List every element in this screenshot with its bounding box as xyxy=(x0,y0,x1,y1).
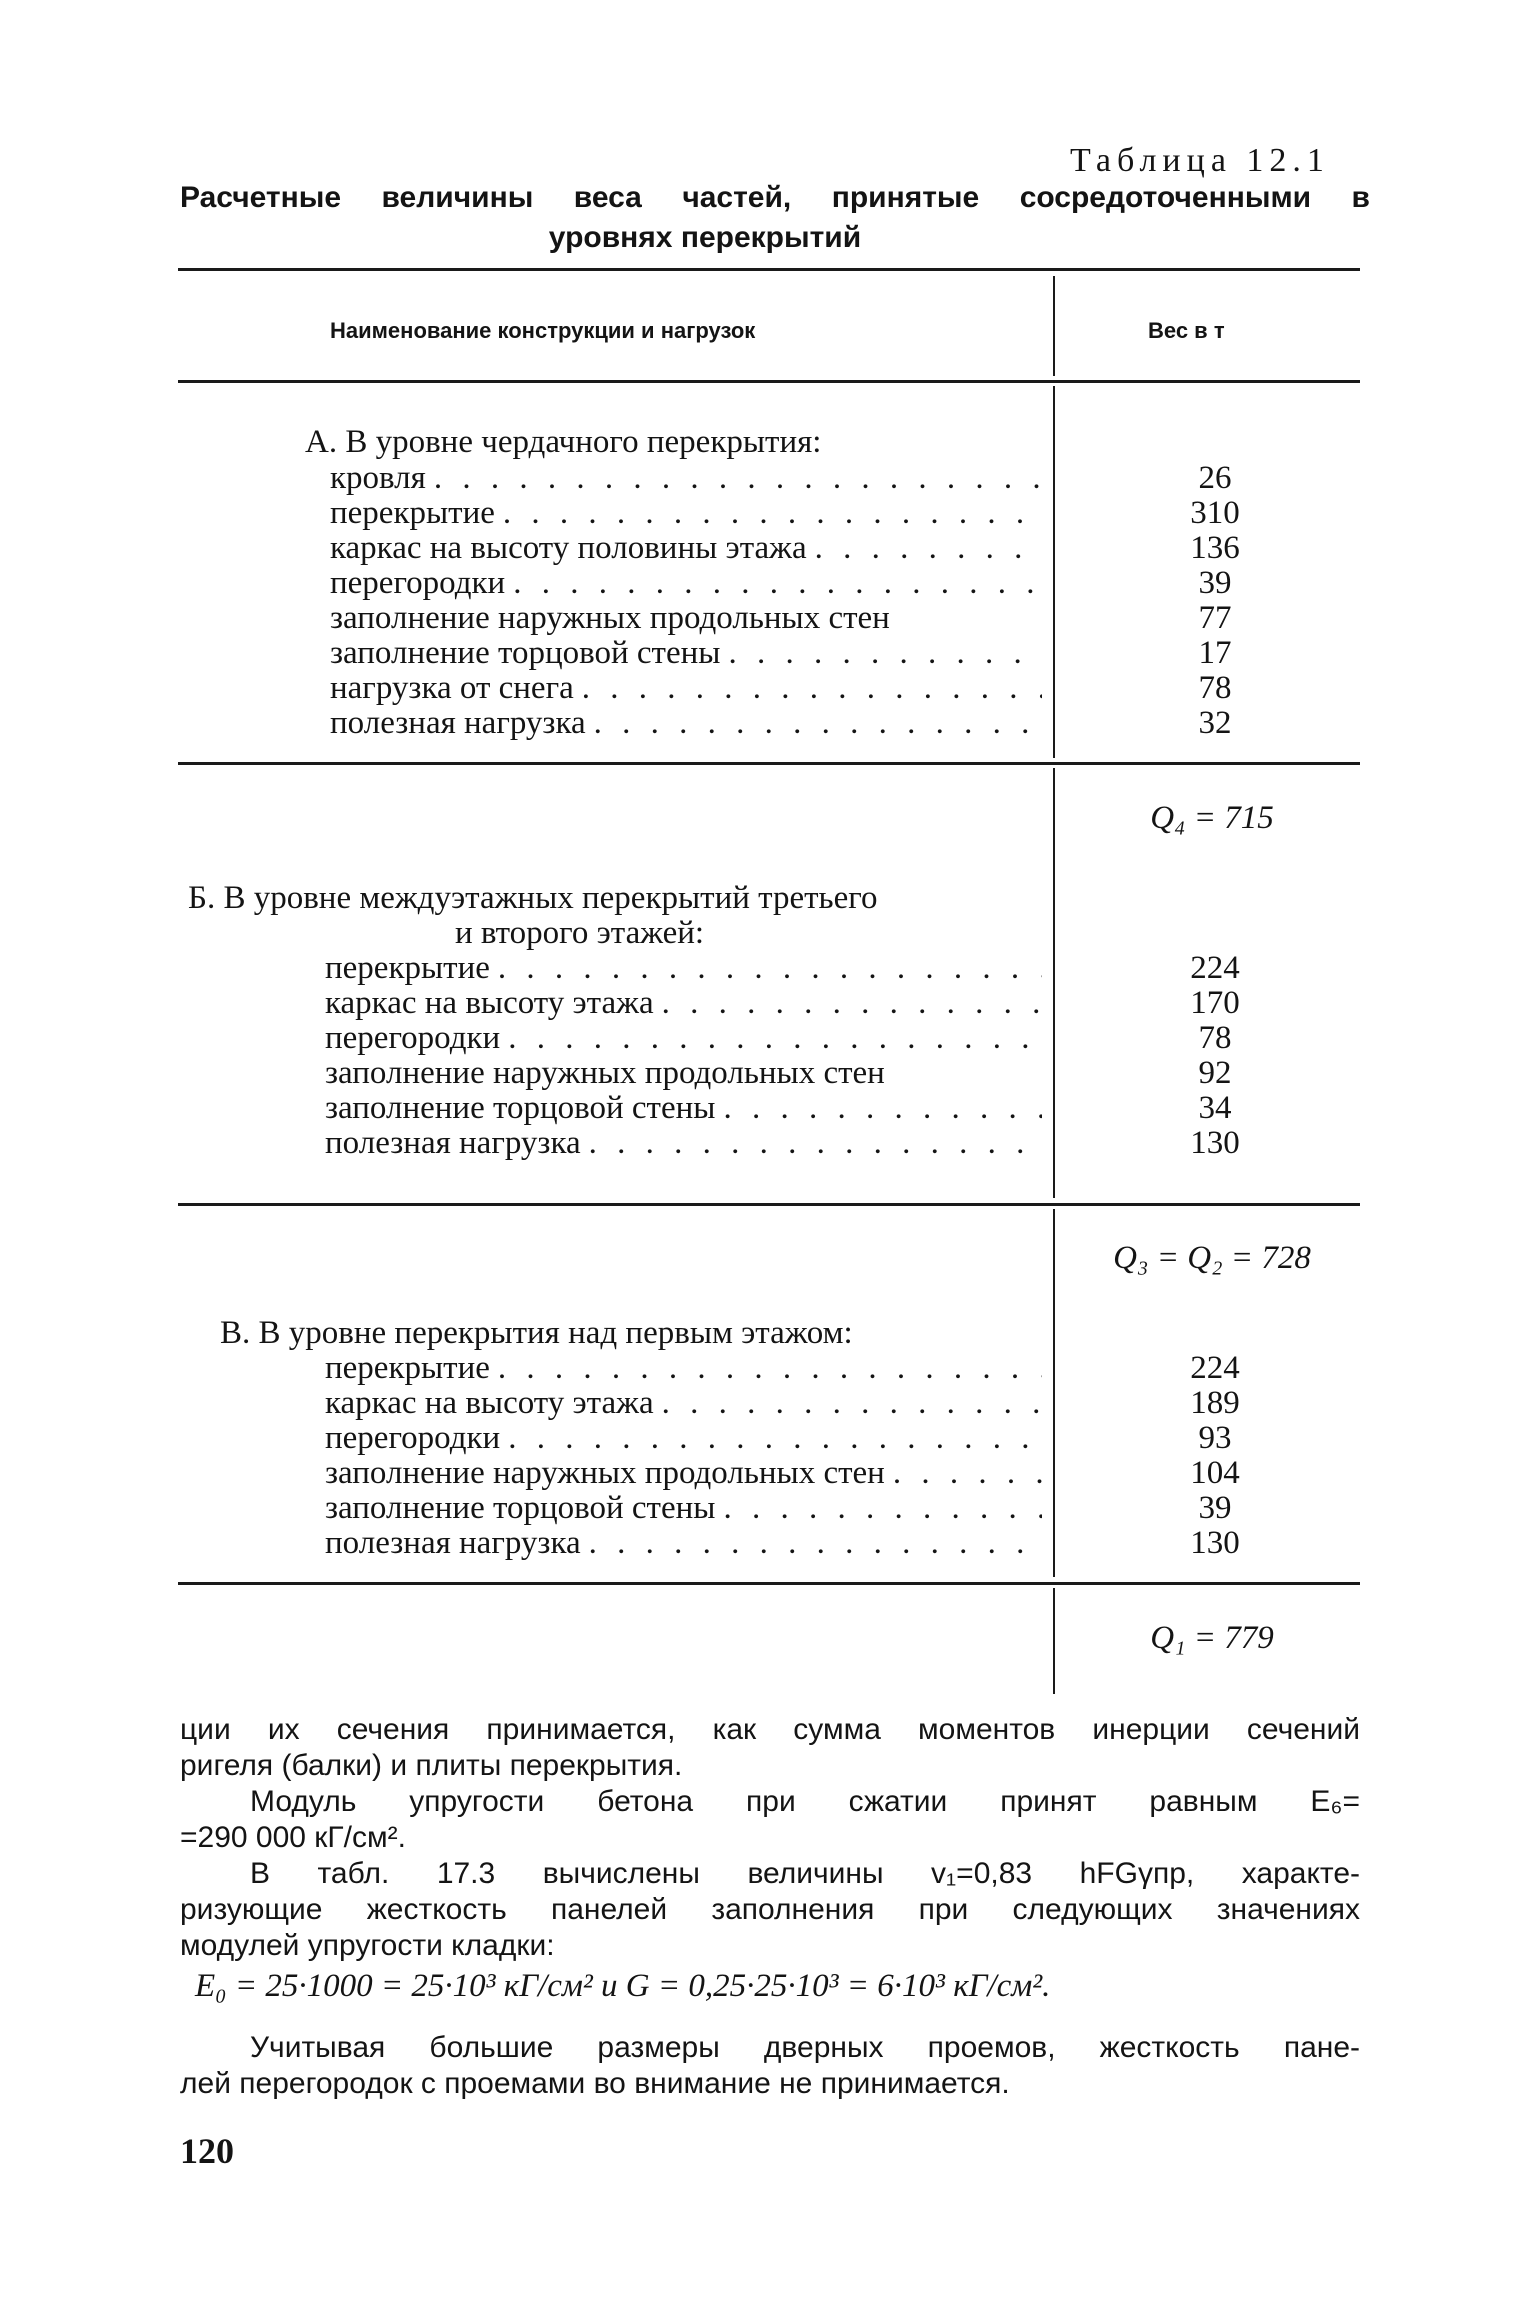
table-row xyxy=(325,1350,1042,1386)
row-value: 92 xyxy=(1198,1055,1232,1091)
row-value: 130 xyxy=(1190,1525,1240,1561)
row-label: заполнение торцовой стены xyxy=(325,1090,716,1126)
column-divider xyxy=(1053,768,1055,1198)
row-label: полезная нагрузка xyxy=(325,1125,581,1161)
table-row xyxy=(325,1055,1042,1091)
table-row xyxy=(330,600,1042,636)
table-row xyxy=(330,530,1042,566)
row-label: заполнение наружных продольных стен xyxy=(325,1455,885,1491)
row-value: 224 xyxy=(1190,1350,1240,1386)
row-value: 17 xyxy=(1198,635,1232,671)
row-label: заполнение наружных продольных стен xyxy=(325,1055,885,1091)
row-label: перекрытие xyxy=(325,1350,490,1386)
dot-leader xyxy=(594,705,1042,741)
table-row xyxy=(325,1020,1042,1056)
table-top-rule xyxy=(178,268,1360,271)
dot-leader xyxy=(589,1525,1042,1561)
text-line: ции их сечения принимается, как сумма моментов инерции сечений xyxy=(180,1713,1360,1746)
section-a-rule xyxy=(178,762,1360,765)
dot-leader xyxy=(434,460,1042,496)
table-row xyxy=(325,985,1042,1021)
row-value: 32 xyxy=(1198,705,1232,741)
section-a-total: Q₄ = 715 xyxy=(1150,800,1274,836)
dot-leader xyxy=(508,1420,1042,1456)
header-bottom-rule xyxy=(178,380,1360,383)
section-b-rule xyxy=(178,1203,1360,1206)
dot-leader xyxy=(723,1490,1042,1526)
row-value: 39 xyxy=(1198,565,1232,601)
table-row xyxy=(330,670,1042,706)
row-label: перекрытие xyxy=(330,495,495,531)
paragraph xyxy=(180,2030,1360,2102)
paragraph xyxy=(180,1784,1360,1856)
row-value: 104 xyxy=(1190,1455,1240,1491)
table-row xyxy=(330,705,1042,741)
dot-leader xyxy=(662,1385,1042,1421)
row-label: полезная нагрузка xyxy=(325,1525,581,1561)
table-row xyxy=(325,1455,1042,1491)
table-row xyxy=(330,565,1042,601)
row-label: кровля xyxy=(330,460,426,496)
title-word: принятые xyxy=(831,181,980,214)
paragraph xyxy=(180,1712,1360,1784)
text-line: =290 000 кГ/см². xyxy=(180,1821,406,1854)
table-row xyxy=(325,950,1042,986)
row-value: 39 xyxy=(1198,1490,1232,1526)
row-label: полезная нагрузка xyxy=(330,705,586,741)
text-line: лей перегородок с проемами во внимание не принимается. xyxy=(180,2067,1010,2100)
row-label: каркас на высоту этажа xyxy=(325,1385,654,1421)
table-row xyxy=(330,460,1042,496)
row-label: перекрытие xyxy=(325,950,490,986)
dot-leader xyxy=(498,1350,1042,1386)
section-c-rule xyxy=(178,1582,1360,1585)
column-divider xyxy=(1053,276,1055,376)
table-row xyxy=(325,1525,1042,1561)
column-divider xyxy=(1053,1209,1055,1577)
text-line: В табл. 17.3 вычислены величины v₁=0,83 hFGγпр, характе- xyxy=(250,1857,1360,1890)
table-row xyxy=(330,635,1042,671)
row-value: 34 xyxy=(1198,1090,1232,1126)
dot-leader xyxy=(662,985,1042,1021)
section-a-title: А. В уровне чердачного перекрытия: xyxy=(305,424,822,460)
table-row xyxy=(325,1385,1042,1421)
row-value: 78 xyxy=(1198,1020,1232,1056)
dot-leader xyxy=(582,670,1042,706)
table-title xyxy=(180,178,1370,258)
row-value: 130 xyxy=(1190,1125,1240,1161)
section-b-total: Q₃ = Q₂ = 728 xyxy=(1113,1240,1311,1276)
table-row xyxy=(330,495,1042,531)
column-divider xyxy=(1053,386,1055,758)
column-header-name: Наименование конструкции и нагрузок xyxy=(330,318,756,343)
text-line: Модуль упругости бетона при сжатии принят равным E₆= xyxy=(250,1785,1360,1818)
row-value: 77 xyxy=(1198,600,1232,636)
section-b-title-cont: и второго этажей: xyxy=(455,915,705,951)
dot-leader xyxy=(815,530,1042,566)
table-row xyxy=(325,1420,1042,1456)
title-word: в xyxy=(1351,181,1370,214)
section-c-total: Q₁ = 779 xyxy=(1150,1620,1274,1656)
dot-leader xyxy=(589,1125,1042,1161)
row-value: 189 xyxy=(1190,1385,1240,1421)
row-value: 93 xyxy=(1198,1420,1232,1456)
dot-leader xyxy=(513,565,1042,601)
row-value: 224 xyxy=(1190,950,1240,986)
table-title-line-2: уровнях перекрытий xyxy=(548,221,862,254)
row-label: перегородки xyxy=(325,1020,501,1056)
row-value: 170 xyxy=(1190,985,1240,1021)
dot-leader xyxy=(893,1455,1042,1491)
title-word: сосредоточенными xyxy=(1019,181,1312,214)
paragraph xyxy=(180,1856,1360,1964)
row-value: 136 xyxy=(1190,530,1240,566)
text-line: Учитывая большие размеры дверных проемов, жесткость пане- xyxy=(250,2031,1360,2064)
text-line: модулей упругости кладки: xyxy=(180,1929,555,1962)
dot-leader xyxy=(723,1090,1042,1126)
text-line: ригеля (балки) и плиты перекрытия. xyxy=(180,1749,683,1782)
dot-leader xyxy=(498,950,1042,986)
title-word: Расчетные xyxy=(180,181,342,214)
row-label: заполнение торцовой стены xyxy=(330,635,721,671)
table-row xyxy=(325,1125,1042,1161)
dot-leader xyxy=(503,495,1042,531)
section-c-title: В. В уровне перекрытия над первым этажом: xyxy=(220,1315,853,1351)
table-row xyxy=(325,1490,1042,1526)
row-label: нагрузка от снега xyxy=(330,670,574,706)
row-label: каркас на высоту половины этажа xyxy=(330,530,807,566)
title-word: веса xyxy=(573,181,642,214)
table-number: Таблица 12.1 xyxy=(1070,142,1330,179)
text-line: ризующие жесткость панелей заполнения при следующих значениях xyxy=(180,1893,1360,1926)
page-number: 120 xyxy=(180,2131,234,2171)
column-divider xyxy=(1053,1588,1055,1694)
column-header-weight: Вес в т xyxy=(1148,318,1225,343)
row-value: 310 xyxy=(1190,495,1240,531)
row-label: перегородки xyxy=(330,565,506,601)
table-title-line-1 xyxy=(180,178,1370,218)
title-word: частей, xyxy=(682,181,792,214)
section-b-title: Б. В уровне междуэтажных перекрытий третьего xyxy=(188,880,878,916)
row-value: 26 xyxy=(1198,460,1232,496)
title-word: величины xyxy=(381,181,534,214)
table-row xyxy=(325,1090,1042,1126)
row-label: заполнение торцовой стены xyxy=(325,1490,716,1526)
formula: E₀ = 25·1000 = 25·10³ кГ/см² и G = 0,25·25·10³ = 6·10³ кГ/см². xyxy=(195,1968,1051,2004)
dot-leader xyxy=(508,1020,1042,1056)
row-value: 78 xyxy=(1198,670,1232,706)
row-label: заполнение наружных продольных стен xyxy=(330,600,890,636)
row-label: перегородки xyxy=(325,1420,501,1456)
row-label: каркас на высоту этажа xyxy=(325,985,654,1021)
dot-leader xyxy=(728,635,1042,671)
